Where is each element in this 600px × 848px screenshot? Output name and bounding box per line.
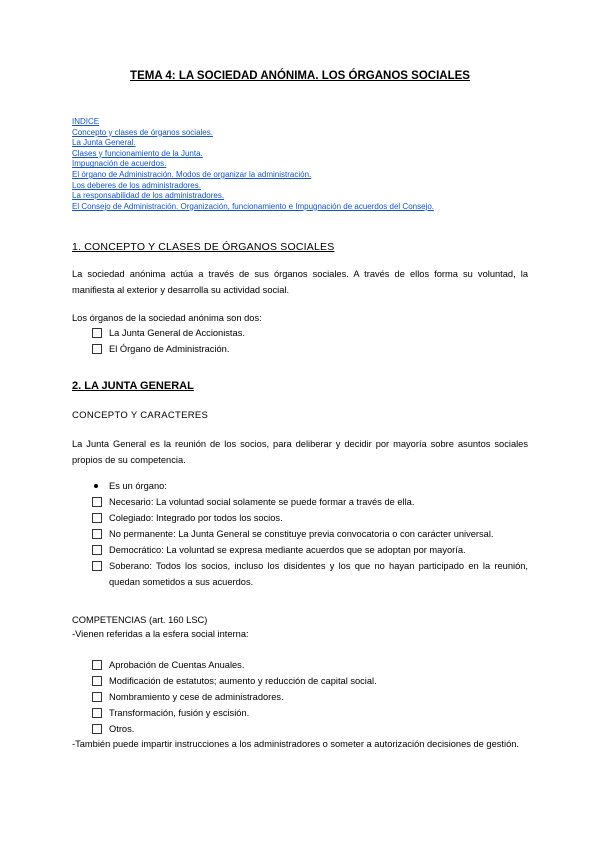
- section1-heading: 1. CONCEPTO Y CLASES DE ÓRGANOS SOCIALES: [72, 241, 335, 253]
- toc-link-clases-junta[interactable]: Clases y funcionamiento de la Junta.: [72, 148, 203, 158]
- bullet-icon: [94, 484, 98, 488]
- checkbox[interactable]: [92, 692, 102, 702]
- bullet-item: Es un órgano:: [92, 478, 167, 494]
- checkbox[interactable]: [92, 497, 102, 507]
- section2-subheading: CONCEPTO Y CARACTERES: [72, 410, 209, 421]
- toc-link-junta-general[interactable]: La Junta General.: [72, 138, 136, 148]
- toc-link-concepto[interactable]: Concepto y clases de órganos sociales.: [72, 127, 213, 137]
- checkbox[interactable]: [92, 529, 102, 539]
- list-item: Aprobación de Cuentas Anuales.: [92, 657, 528, 673]
- checkbox[interactable]: [92, 328, 102, 338]
- list-item: Otros.: [92, 721, 528, 737]
- list-item: Colegiado: Integrado por todos los socios.: [92, 510, 528, 526]
- checkbox[interactable]: [92, 676, 102, 686]
- checkbox[interactable]: [92, 513, 102, 523]
- list-item: Necesario: La voluntad social solamente se puede formar a través de ella.: [92, 494, 528, 510]
- toc-link-organo-administracion[interactable]: El órgano de Administración. Modos de organizar la administración.: [72, 169, 312, 179]
- organs-list: [92, 325, 528, 357]
- list-item: Democrático: La voluntad se expresa mediante acuerdos que se adoptan por mayoría.: [92, 542, 528, 558]
- section2-paragraph: La Junta General es la reunión de los socios, para deliberar y decidir por mayoría sobre asuntos sociales propios de su competencia.: [72, 439, 528, 465]
- toc-link-consejo[interactable]: El Consejo de Administración. Organización, funcionamiento e Impugnación de acuerdos del Consejo.: [72, 201, 434, 211]
- toc-link-deberes[interactable]: Los deberes de los administradores.: [72, 180, 201, 190]
- closing-paragraph: -También puede impartir instrucciones a los administradores o someter a autorización decisiones de gestión.: [72, 739, 519, 749]
- competencias-heading: COMPETENCIAS (art. 160 LSC): [72, 615, 208, 625]
- list-item: Soberano: Todos los socios, incluso los disidentes y los que no hayan participado en la reunión, quedan sometidos a sus acuerdos.: [92, 558, 528, 590]
- section1-intro: Los órganos de la sociedad anónima son dos:: [72, 313, 262, 323]
- toc-link-impugnacion[interactable]: Impugnación de acuerdos.: [72, 159, 167, 169]
- list-item: No permanente: La Junta General se constituye previa convocatoria o con carácter universal.: [92, 526, 528, 542]
- checkbox[interactable]: [92, 344, 102, 354]
- competencias-list: [92, 657, 528, 737]
- list-item: Transformación, fusión y escisión.: [92, 705, 528, 721]
- table-of-contents: [72, 117, 532, 212]
- section2-heading: 2. LA JUNTA GENERAL: [72, 380, 194, 392]
- list-item: Modificación de estatutos; aumento y reducción de capital social.: [92, 673, 528, 689]
- toc-link-index[interactable]: INDICE: [72, 117, 100, 126]
- list-item: La Junta General de Accionistas.: [92, 325, 528, 341]
- checkbox[interactable]: [92, 545, 102, 555]
- checkbox[interactable]: [92, 660, 102, 670]
- checkbox[interactable]: [92, 561, 102, 571]
- page-title: TEMA 4: LA SOCIEDAD ANÓNIMA. LOS ÓRGANOS SOCIALES: [130, 70, 470, 82]
- checkbox[interactable]: [92, 724, 102, 734]
- list-item: El Órgano de Administración.: [92, 341, 528, 357]
- section1-paragraph: La sociedad anónima actúa a través de sus órganos sociales. A través de ellos forma su voluntad, la manifiesta al exterior y desarrolla su actividad social.: [72, 269, 528, 295]
- competencias-intro: -Vienen referidas a la esfera social interna:: [72, 629, 249, 639]
- characteristics-list: [92, 494, 528, 590]
- checkbox[interactable]: [92, 708, 102, 718]
- list-item: Nombramiento y cese de administradores.: [92, 689, 528, 705]
- toc-link-responsabilidad[interactable]: La responsabilidad de los administradores.: [72, 191, 225, 201]
